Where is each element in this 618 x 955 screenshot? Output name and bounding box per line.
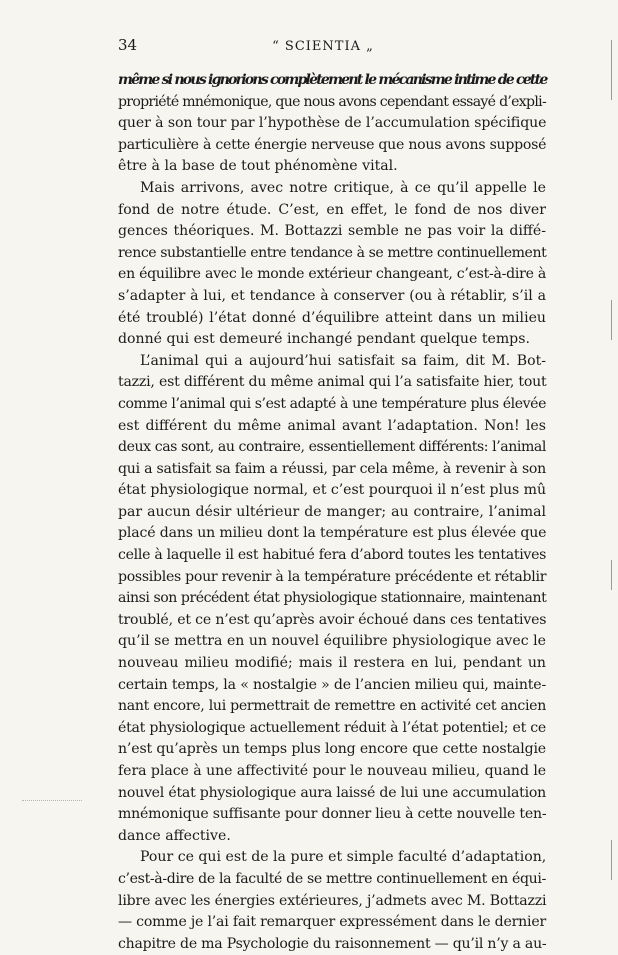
page-header bbox=[118, 36, 548, 54]
running-head: “ SCIENTIA „ bbox=[272, 39, 374, 54]
text-line: qui a satisfait sa faim a réussi, par cela même, à revenir à son bbox=[118, 460, 546, 477]
text-line: nant encore, lui permettrait de remettre en activité cet ancien bbox=[118, 698, 546, 715]
text-line: mnémonique suffisante pour donner lieu à cette nouvelle ten- bbox=[118, 806, 547, 823]
text-line: L’animal qui a aujourd’hui satisfait sa faim, dit M. Bot- bbox=[140, 352, 546, 369]
text-line: Mais arrivons, avec notre critique, à ce qu’il appelle le bbox=[140, 179, 546, 196]
scan-edge-mark bbox=[611, 560, 612, 590]
scan-smudge bbox=[22, 800, 82, 807]
text-line: deux cas sont, au contraire, essentiellement différents: l’animal bbox=[118, 439, 546, 456]
text-line: même si nous ignorions complètement le mécanisme intime de cette bbox=[118, 72, 547, 88]
text-line: fond de notre étude. C’est, en effet, le fond de nos diver bbox=[118, 201, 546, 218]
text-line: fera place à une affectivité pour le nouveau milieu, quand le bbox=[118, 763, 547, 779]
text-line: s’adapter à lui, et tendance à conserver (ou à rétablir, s’il a bbox=[118, 287, 546, 304]
text-line: n’est qu’après un temps plus long encore que cette nostalgie bbox=[118, 741, 546, 758]
text-line: possibles pour revenir à la température précédente et rétablir bbox=[118, 568, 547, 585]
text-line: donné qui est demeuré inchangé pendant quelque temps. bbox=[118, 331, 530, 348]
text-line: été troublé) l’état donné d’équilibre atteint dans un milieu bbox=[118, 309, 546, 326]
text-line: rence substantielle entre tendance à se mettre continuellement bbox=[118, 244, 547, 261]
text-line: — comme je l’ai fait remarquer expressément dans le dernier bbox=[118, 914, 547, 931]
text-line: Pour ce qui est de la pure et simple faculté d’adaptation, bbox=[140, 849, 547, 866]
text-line: par aucun désir ultérieur de manger; au contraire, l’animal bbox=[118, 503, 546, 520]
text-line: en équilibre avec le monde extérieur changeant, c’est-à-dire à bbox=[118, 266, 546, 283]
text-line: c’est-à-dire de la faculté de se mettre continuellement en équi- bbox=[118, 870, 546, 887]
text-line: particulière à cette énergie nerveuse que nous avons supposé bbox=[118, 136, 547, 153]
text-line: certain temps, la « nostalgie » de l’ancien milieu qui, mainte- bbox=[118, 676, 547, 693]
text-line: qu’il se mettra en un nouvel équilibre physiologique avec le bbox=[118, 633, 546, 650]
text-line: comme l’animal qui s’est adapté à une température plus élevée bbox=[118, 395, 546, 412]
text-line: nouveau milieu modifié; mais il restera en lui, pendant un bbox=[118, 655, 546, 672]
text-line: gences théoriques. M. Bottazzi semble ne pas voir la diffé- bbox=[118, 223, 546, 240]
text-line: est différent du même animal avant l’adaptation. Non! les bbox=[118, 417, 546, 434]
scan-edge-mark bbox=[611, 40, 612, 100]
text-line: propriété mnémonique, que nous avons cependant essayé d’expli- bbox=[118, 93, 546, 110]
scan-edge-mark bbox=[611, 840, 612, 880]
text-line: celle à laquelle il est habitué fera d’abord toutes les tentatives bbox=[118, 547, 547, 564]
body-text bbox=[118, 70, 546, 955]
text-line: libre avec les énergies extérieures, j’admets avec M. Bottazzi bbox=[118, 892, 547, 909]
text-line: ainsi son précédent état physiologique stationnaire, maintenant bbox=[118, 590, 547, 607]
text-line: dance affective. bbox=[118, 827, 231, 844]
text-line: état physiologique normal, et c’est pourquoi il n’est plus mû bbox=[118, 482, 546, 499]
page-number: 34 bbox=[118, 36, 138, 54]
text-line: être à la base de tout phénomène vital. bbox=[118, 158, 398, 175]
text-line: tazzi, est différent du même animal qui l’a satisfaite hier, tout bbox=[118, 374, 547, 391]
scan-edge-mark bbox=[611, 300, 612, 340]
text-line: état physiologique actuellement réduit à l’état potentiel; et ce bbox=[118, 719, 546, 736]
text-line: chapitre de ma Psychologie du raisonnement — qu’il n’y a au- bbox=[118, 935, 547, 952]
text-line: nouvel état physiologique aura laissé de lui une accumulation bbox=[118, 784, 546, 801]
text-line: troublé, et ce n’est qu’après avoir échoué dans ces tentatives bbox=[118, 611, 547, 628]
text-line: placé dans un milieu dont la température est plus élevée que bbox=[118, 525, 547, 542]
text-line: quer à son tour par l’hypothèse de l’accumulation spécifique bbox=[118, 115, 547, 132]
